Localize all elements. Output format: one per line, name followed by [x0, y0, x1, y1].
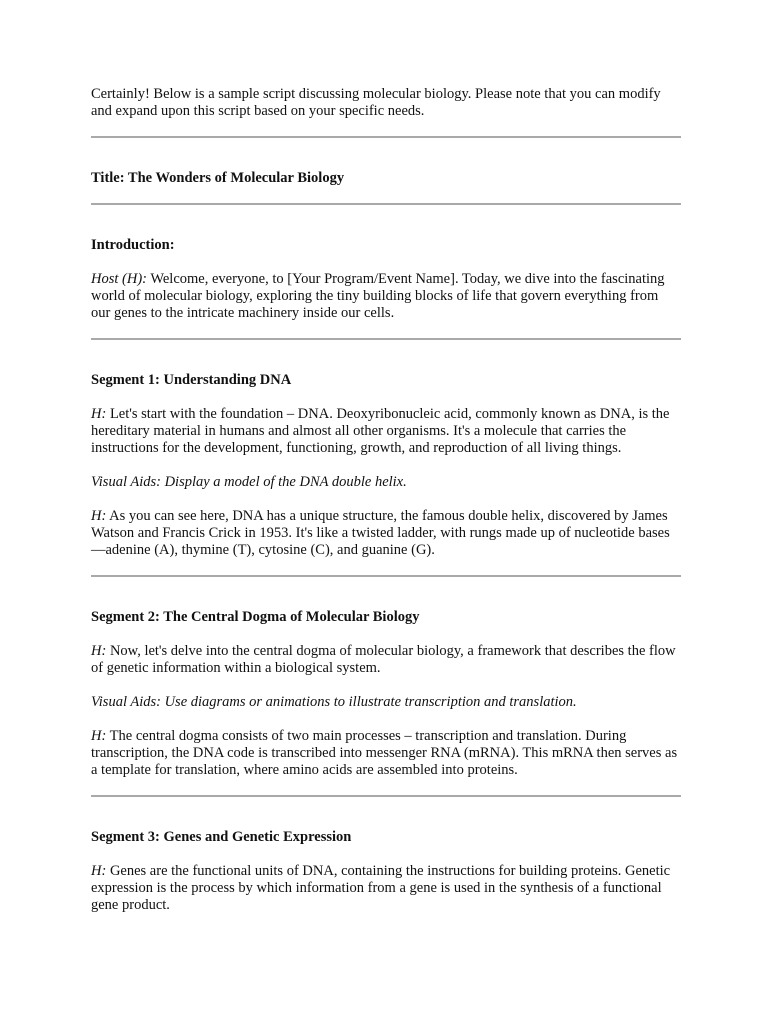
- segment-2-paragraph-1: [91, 643, 681, 677]
- segment-1-paragraph-1: [91, 406, 681, 457]
- segment-1-visual-aid: Visual Aids: Display a model of the DNA double helix.: [91, 474, 407, 490]
- intro-paragraph: Certainly! Below is a sample script discussing molecular biology. Please note that you can modify and expand upon this script based on your specific needs.: [91, 86, 661, 119]
- paragraph-text: Welcome, everyone, to [Your Program/Event Name]. Today, we dive into the fascinating world of molecular biology, exploring the tiny building blocks of life that govern everything from our genes to the intricate machinery inside our cells.: [91, 271, 665, 321]
- divider: [91, 203, 681, 205]
- section-heading-segment-2: Segment 2: The Central Dogma of Molecular Biology: [91, 609, 420, 625]
- speaker-label: H:: [91, 406, 107, 422]
- introduction-paragraph: [91, 271, 681, 322]
- speaker-label: H:: [91, 863, 107, 879]
- paragraph-text: The central dogma consists of two main processes – transcription and translation. During transcription, the DNA code is transcribed into messenger RNA (mRNA). This mRNA then serves as a template for translation, where amino acids are assembled into proteins.: [91, 728, 678, 778]
- paragraph-text: Let's start with the foundation – DNA. Deoxyribonucleic acid, commonly known as DNA, is the hereditary material in humans and almost all other organisms. It's a molecule that carries the instructions for the development, functioning, growth, and reproduction of all living things.: [91, 406, 670, 456]
- segment-2-visual-aid: Visual Aids: Use diagrams or animations to illustrate transcription and translation.: [91, 694, 577, 710]
- section-heading-segment-1: Segment 1: Understanding DNA: [91, 372, 292, 388]
- speaker-label: H:: [91, 728, 107, 744]
- speaker-label: H:: [91, 643, 107, 659]
- section-heading-introduction: Introduction:: [91, 237, 175, 253]
- divider: [91, 795, 681, 797]
- paragraph-text: Genes are the functional units of DNA, containing the instructions for building proteins. Genetic expression is the process by which information from a gene is used in the synthesis of a functional gene product.: [91, 863, 671, 913]
- segment-1-paragraph-2: [91, 508, 681, 559]
- paragraph-text: Now, let's delve into the central dogma of molecular biology, a framework that describes the flow of genetic information within a biological system.: [91, 643, 676, 676]
- document-page: [91, 86, 681, 914]
- segment-2-paragraph-2: [91, 728, 681, 779]
- speaker-label: H:: [91, 508, 107, 524]
- divider: [91, 575, 681, 577]
- paragraph-text: As you can see here, DNA has a unique structure, the famous double helix, discovered by James Watson and Francis Crick in 1953. It's like a twisted ladder, with rungs made up of nucleotide bases—adenine (A), thymine (T), cytosine (C), and guanine (G).: [91, 508, 670, 558]
- speaker-label: Host (H):: [91, 271, 147, 287]
- segment-3-paragraph-1: [91, 863, 681, 914]
- divider: [91, 136, 681, 138]
- document-title: Title: The Wonders of Molecular Biology: [91, 170, 345, 186]
- divider: [91, 338, 681, 340]
- section-heading-segment-3: Segment 3: Genes and Genetic Expression: [91, 829, 352, 845]
